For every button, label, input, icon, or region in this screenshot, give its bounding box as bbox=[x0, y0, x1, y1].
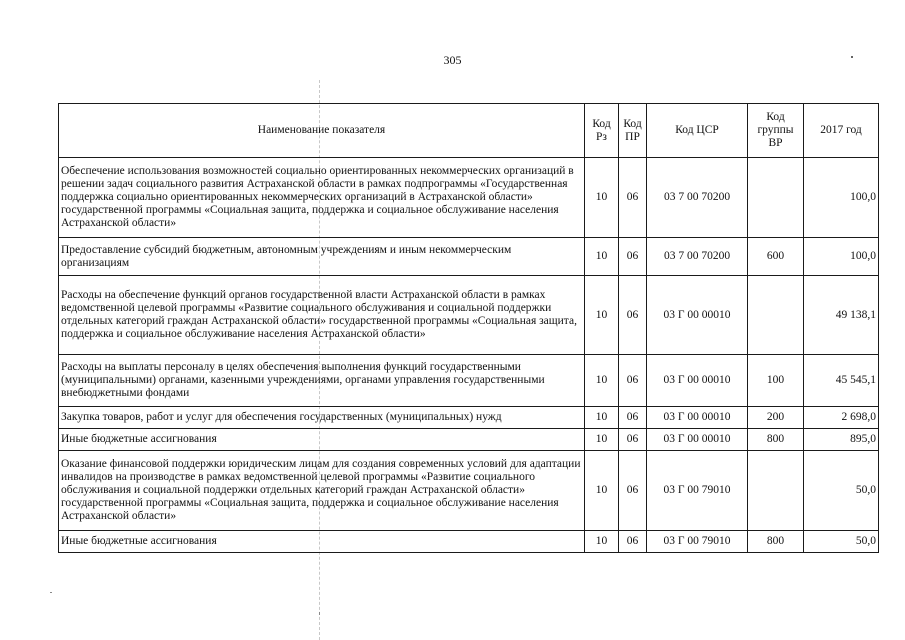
table-row bbox=[59, 451, 879, 531]
page-number: 305 bbox=[443, 53, 462, 67]
cell-amount: 50,0 bbox=[804, 531, 879, 553]
cell-rz: 10 bbox=[585, 451, 619, 531]
table-row bbox=[59, 276, 879, 355]
cell-csr: 03 Г 00 00010 bbox=[647, 407, 748, 429]
cell-pr: 06 bbox=[619, 451, 647, 531]
table-row bbox=[59, 158, 879, 238]
cell-pr: 06 bbox=[619, 531, 647, 553]
cell-csr: 03 Г 00 79010 bbox=[647, 531, 748, 553]
cell-amount: 49 138,1 bbox=[804, 276, 879, 355]
scan-dot bbox=[851, 56, 853, 58]
cell-vr bbox=[748, 276, 804, 355]
cell-name: Иные бюджетные ассигнования bbox=[59, 429, 585, 451]
cell-name: Расходы на обеспечение функций органов государственной власти Астраханской области в рамках ведомственной целевой программы «Развитие социального обслуживания и социальной поддержки отдельных категорий граждан Астраханской области» государственной программы «Социальная защита, поддержка и социальное обслуживание населения Астраханской области» bbox=[59, 276, 585, 355]
cell-pr: 06 bbox=[619, 238, 647, 276]
cell-amount: 50,0 bbox=[804, 451, 879, 531]
cell-vr: 800 bbox=[748, 429, 804, 451]
cell-amount: 2 698,0 bbox=[804, 407, 879, 429]
header-csr: Код ЦСР bbox=[647, 104, 748, 158]
cell-amount: 45 545,1 bbox=[804, 355, 879, 407]
scan-speck bbox=[50, 592, 52, 593]
cell-vr: 200 bbox=[748, 407, 804, 429]
cell-rz: 10 bbox=[585, 158, 619, 238]
cell-rz: 10 bbox=[585, 407, 619, 429]
cell-csr: 03 Г 00 79010 bbox=[647, 451, 748, 531]
cell-name: Обеспечение использования возможностей социально ориентированных некоммерческих организаций в решении задач социального развития Астраханской области в рамках подпрограммы «Государственная поддержка социально ориентированных некоммерческих организаций в Астраханской области» государственной программы «Социальная защита, поддержка и социальное обслуживание населения Астраханской области» bbox=[59, 158, 585, 238]
cell-pr: 06 bbox=[619, 355, 647, 407]
cell-csr: 03 Г 00 00010 bbox=[647, 276, 748, 355]
cell-pr: 06 bbox=[619, 158, 647, 238]
cell-pr: 06 bbox=[619, 276, 647, 355]
cell-name: Иные бюджетные ассигнования bbox=[59, 531, 585, 553]
budget-table bbox=[58, 103, 879, 553]
cell-name: Предоставление субсидий бюджетным, автономным учреждениям и иным некоммерческим организациям bbox=[59, 238, 585, 276]
cell-rz: 10 bbox=[585, 238, 619, 276]
cell-csr: 03 Г 00 00010 bbox=[647, 355, 748, 407]
cell-name: Расходы на выплаты персоналу в целях обеспечения выполнения функций государственными (муниципальными) органами, казенными учреждениями, органами управления государственными внебюджетными фондами bbox=[59, 355, 585, 407]
cell-rz: 10 bbox=[585, 429, 619, 451]
cell-vr bbox=[748, 158, 804, 238]
table-row bbox=[59, 407, 879, 429]
table-row bbox=[59, 355, 879, 407]
cell-pr: 06 bbox=[619, 407, 647, 429]
table-row bbox=[59, 429, 879, 451]
cell-rz: 10 bbox=[585, 276, 619, 355]
cell-rz: 10 bbox=[585, 531, 619, 553]
cell-rz: 10 bbox=[585, 355, 619, 407]
cell-csr: 03 7 00 70200 bbox=[647, 238, 748, 276]
cell-vr: 600 bbox=[748, 238, 804, 276]
cell-name: Закупка товаров, работ и услуг для обеспечения государственных (муниципальных) нужд bbox=[59, 407, 585, 429]
header-name: Наименование показателя bbox=[59, 104, 585, 158]
header-rz: Код Рз bbox=[585, 104, 619, 158]
cell-amount: 100,0 bbox=[804, 158, 879, 238]
table-header-row bbox=[59, 104, 879, 158]
cell-vr: 800 bbox=[748, 531, 804, 553]
header-vr: Код группы ВР bbox=[748, 104, 804, 158]
cell-name: Оказание финансовой поддержки юридическим лицам для создания современных условий для адаптации инвалидов на производстве в рамках ведомственной целевой программы «Развитие социального обслуживания и социальной поддержки отдельных категорий граждан Астраханской области» государственной программы «Социальная защита, поддержка и социальное обслуживание населения Астраханской области» bbox=[59, 451, 585, 531]
cell-csr: 03 Г 00 00010 bbox=[647, 429, 748, 451]
cell-amount: 895,0 bbox=[804, 429, 879, 451]
scan-speck bbox=[319, 612, 320, 615]
table-row bbox=[59, 531, 879, 553]
header-pr: Код ПР bbox=[619, 104, 647, 158]
cell-pr: 06 bbox=[619, 429, 647, 451]
cell-vr: 100 bbox=[748, 355, 804, 407]
cell-csr: 03 7 00 70200 bbox=[647, 158, 748, 238]
cell-amount: 100,0 bbox=[804, 238, 879, 276]
header-year: 2017 год bbox=[804, 104, 879, 158]
cell-vr bbox=[748, 451, 804, 531]
table-row bbox=[59, 238, 879, 276]
